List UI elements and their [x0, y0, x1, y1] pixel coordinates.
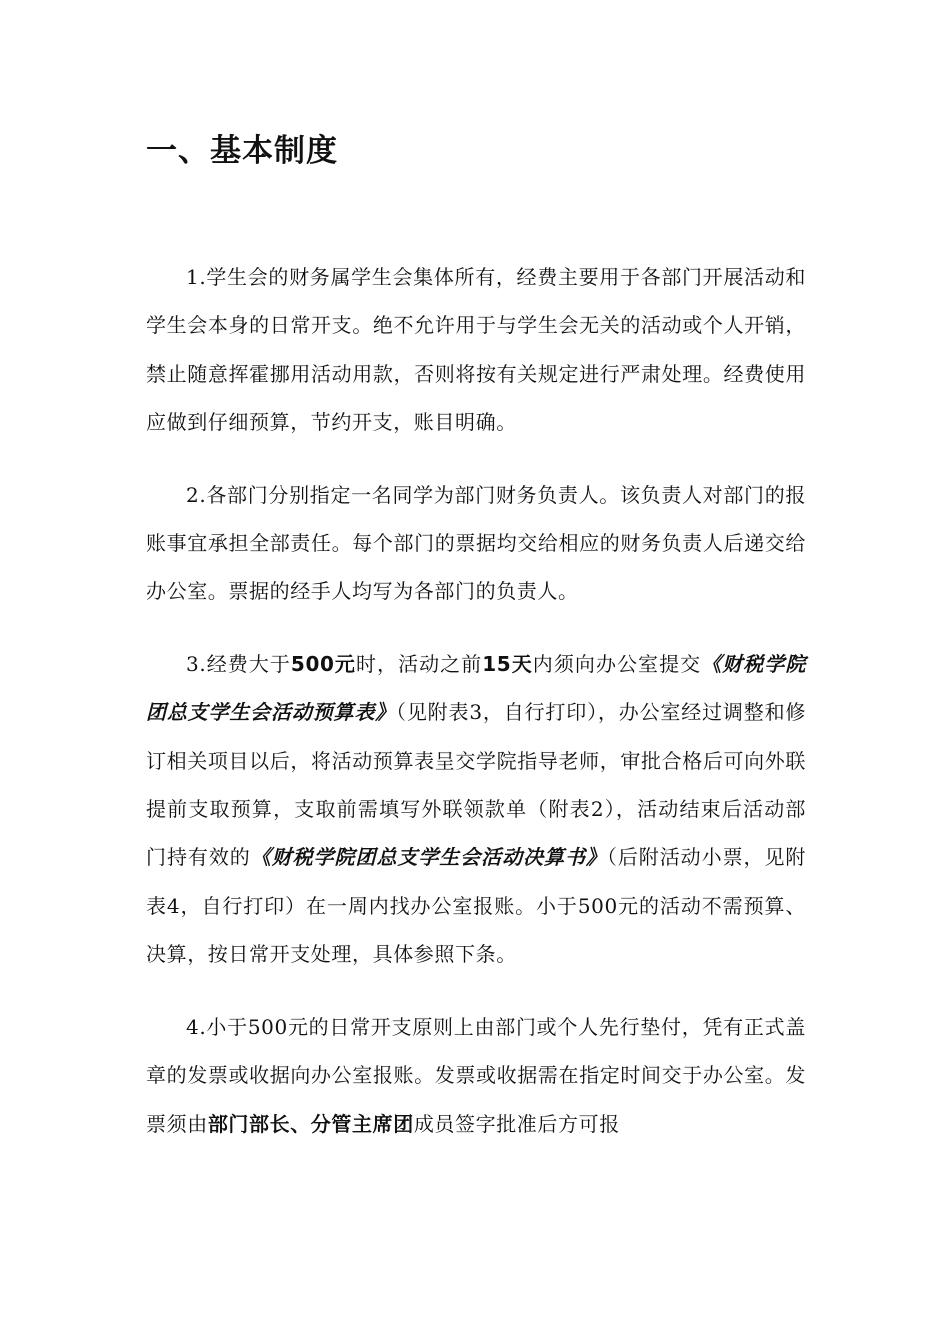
- paragraph-text: 2.各部门分别指定一名同学为部门财务负责人。该负责人对部门的报账事宜承担全部责任。每个部门的票据均交给相应的财务负责人后递交给办公室。票据的经手人均写为各部门的负责人。: [146, 482, 806, 604]
- emphasis-settlement-form: 《财税学院团总支学生会活动决算书》: [250, 845, 607, 870]
- paragraph-4: [146, 1003, 806, 1148]
- paragraph-text: （后附活动小票，见附表4，自行打印）在一周内找办公室报账。小于500元的活动不需预算、决算，按日常开支处理，具体参照下条。: [146, 845, 807, 967]
- document-body: [146, 253, 806, 1172]
- paragraph-text: 3.经费大于: [186, 651, 291, 676]
- emphasis-approvers: 部门部长、分管主席团: [207, 1111, 414, 1136]
- paragraph-text: 4.小于500元的日常开支原则上由部门或个人先行垫付，凭有正式盖章的发票或收据向办公室报账。发票或收据需在指定时间交于办公室。发票须由: [146, 1014, 806, 1136]
- emphasis-budget-form: 《财税学院团总支学生会活动预算表》: [146, 651, 806, 725]
- paragraph-text: 成员签字批准后方可报: [413, 1111, 620, 1136]
- emphasis-amount: 500元: [290, 651, 356, 676]
- paragraph-2: [146, 471, 806, 616]
- paragraph-text: （见附表3，自行打印），办公室经过调整和修订相关项目以后，将活动预算表呈交学院指导老师，审批合格后可向外联提前支取预算，支取前需填写外联领款单（附表2），活动结束后活动部门持有效的: [146, 700, 807, 870]
- paragraph-text: 内须向办公室提交: [532, 651, 702, 676]
- emphasis-days: 15天: [482, 651, 533, 676]
- section-title: 一、基本制度: [146, 133, 338, 169]
- paragraph-text: 时，活动之前: [355, 651, 483, 676]
- paragraph-3: [146, 640, 806, 979]
- paragraph-1: [146, 253, 806, 447]
- paragraph-text: 1.学生会的财务属学生会集体所有，经费主要用于各部门开展活动和学生会本身的日常开支。绝不允许用于与学生会无关的活动或个人开销，禁止随意挥霍挪用活动用款，否则将按有关规定进行严肃处理。经费使用应做到仔细预算，节约开支，账目明确。: [146, 265, 806, 435]
